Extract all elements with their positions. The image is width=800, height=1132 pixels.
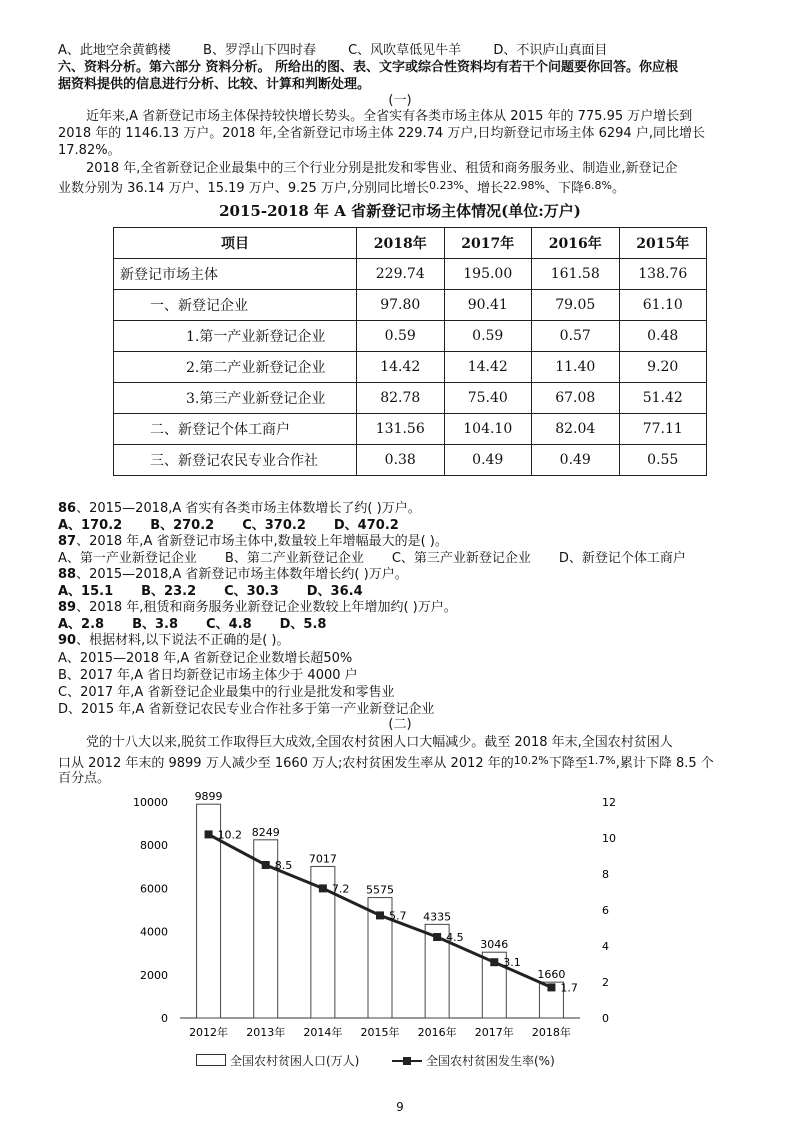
header-2018: 2018年 xyxy=(357,228,445,259)
row-label: 一、新登记企业 xyxy=(114,290,357,321)
rate-point xyxy=(433,933,441,941)
option: B、23.2 xyxy=(141,584,197,599)
x-tick-label: 2017年 xyxy=(474,1026,514,1039)
y-right-tick-label: 10 xyxy=(602,832,616,845)
row-label: 3.第三产业新登记企业 xyxy=(114,383,357,414)
question-90-option-a: A、2015—2018 年,A 省新登记企业数增长超50% xyxy=(58,651,353,666)
paragraph-1-line-1: 近年来,A 省新登记市场主体保持较快增长势头。全省实有各类市场主体从 2015 年的 775.95 万户增长到 xyxy=(86,109,693,124)
rate-data-label: 3.1 xyxy=(503,956,521,970)
pct-2012-rate: 10.2% xyxy=(513,754,549,767)
cell: 11.40 xyxy=(532,352,620,383)
table-row xyxy=(114,290,707,321)
rate-point xyxy=(205,830,213,838)
question-number: 86 xyxy=(58,501,77,516)
pct-wholesale: 0.23% xyxy=(429,179,464,192)
rate-point xyxy=(547,983,555,991)
option: A、第一产业新登记企业 xyxy=(58,551,197,566)
x-tick-label: 2015年 xyxy=(360,1026,400,1039)
header-2017: 2017年 xyxy=(444,228,532,259)
cell: 14.42 xyxy=(357,352,445,383)
paragraph-3-line-3: 百分点。 xyxy=(58,771,111,786)
section-heading-line-1: 六、资料分析。第六部分 资料分析。 所给出的图、表、文字或综合性资料均有若干个问题要你回答。你应根 xyxy=(58,60,679,75)
header-item: 项目 xyxy=(114,228,357,259)
cell: 138.76 xyxy=(619,259,707,290)
previous-question-options xyxy=(58,42,760,59)
bar-data-label: 1660 xyxy=(537,968,566,982)
question-90-option-d: D、2015 年,A 省新登记农民专业合作社多于第一产业新登记企业 xyxy=(58,702,435,717)
y-right-tick-label: 12 xyxy=(602,796,616,809)
bar-data-label: 8249 xyxy=(251,825,280,839)
poverty-chart xyxy=(110,790,650,1050)
x-tick-label: 2014年 xyxy=(303,1026,343,1039)
part-one-label: (一) xyxy=(388,93,412,108)
paragraph-2-line-1: 2018 年,全省新登记企业最集中的三个行业分别是批发和零售业、租赁和商务服务业、制造业,新登记企 xyxy=(86,161,678,176)
page-number: 9 xyxy=(396,1100,404,1114)
pct-2018-rate: 1.7% xyxy=(587,754,616,767)
option: C、4.8 xyxy=(206,617,252,632)
question-number: 89 xyxy=(58,600,77,615)
question-88 xyxy=(58,566,760,583)
y-left-tick-label: 4000 xyxy=(140,925,168,939)
y-left-tick-label: 6000 xyxy=(140,882,168,896)
paragraph-1-line-2: 2018 年的 1146.13 万户。2018 年,全省新登记市场主体 229.74 万户,日均新登记市场主体 6294 户,同比增长 xyxy=(58,126,705,141)
cell: 79.05 xyxy=(532,290,620,321)
rate-point xyxy=(262,861,270,869)
option: B、3.8 xyxy=(132,617,179,632)
rate-point xyxy=(490,958,498,966)
x-tick-label: 2013年 xyxy=(246,1026,286,1039)
cell: 9.20 xyxy=(619,352,707,383)
rate-point xyxy=(319,884,327,892)
option: D、36.4 xyxy=(306,584,363,599)
cell: 14.42 xyxy=(444,352,532,383)
option: D、5.8 xyxy=(279,617,327,632)
rate-data-label: 5.7 xyxy=(389,909,407,923)
option: D、新登记个体工商户 xyxy=(558,551,686,566)
pct-manufacturing: 6.8% xyxy=(583,179,612,192)
paragraph-2-text-c: 、下降 xyxy=(544,181,584,196)
rate-data-label: 1.7 xyxy=(560,981,578,995)
pct-leasing: 22.98% xyxy=(503,179,545,192)
paragraph-3-line-2 xyxy=(58,752,760,772)
table-title: 2015-2018 年 A 省新登记市场主体情况(单位:万户) xyxy=(219,202,581,220)
legend-line-swatch xyxy=(392,1060,422,1062)
bar-data-label: 9899 xyxy=(194,790,223,804)
rate-data-label: 4.5 xyxy=(446,931,464,944)
option: B、第二产业新登记企业 xyxy=(224,551,364,566)
row-label: 1.第一产业新登记企业 xyxy=(114,321,357,352)
rate-data-label: 7.2 xyxy=(331,882,350,896)
option: C、30.3 xyxy=(224,584,279,599)
cell: 0.48 xyxy=(619,321,707,352)
table-header-row xyxy=(114,228,707,259)
y-right-tick-label: 2 xyxy=(602,976,609,989)
cell: 0.57 xyxy=(532,321,620,352)
paragraph-3-text-b: 下降至 xyxy=(548,756,588,771)
paragraph-1-line-3: 17.82%。 xyxy=(58,143,121,158)
question-stem: 、根据材料,以下说法不正确的是( )。 xyxy=(76,633,290,648)
question-stem: 、2015—2018,A 省实有各类市场主体数增长了约( )万户。 xyxy=(76,501,421,516)
cell: 104.10 xyxy=(444,414,532,445)
rate-data-label: 10.2 xyxy=(217,828,243,842)
row-label: 三、新登记农民专业合作社 xyxy=(114,445,357,476)
option: A、15.1 xyxy=(58,584,114,599)
rate-data-label: 8.5 xyxy=(274,859,293,872)
legend-line xyxy=(392,1052,555,1069)
legend-line-label: 全国农村贫困发生率(%) xyxy=(426,1054,555,1068)
table-row xyxy=(114,383,707,414)
question-90-option-b: B、2017 年,A 省日均新登记市场主体少于 4000 户 xyxy=(58,668,358,683)
question-89 xyxy=(58,599,760,616)
cell: 75.40 xyxy=(444,383,532,414)
table-row xyxy=(114,259,707,290)
question-number: 90 xyxy=(58,633,77,648)
paragraph-2-line-2 xyxy=(58,177,760,197)
question-86 xyxy=(58,500,760,517)
y-right-tick-label: 4 xyxy=(602,940,609,953)
cell: 229.74 xyxy=(357,259,445,290)
cell: 82.04 xyxy=(532,414,620,445)
cell: 90.41 xyxy=(444,290,532,321)
option-a: A、此地空余黄鹤楼 xyxy=(58,43,171,58)
cell: 97.80 xyxy=(357,290,445,321)
question-87-options xyxy=(58,550,760,567)
cell: 131.56 xyxy=(357,414,445,445)
paragraph-3-line-1: 党的十八大以来,脱贫工作取得巨大成效,全国农村贫困人口大幅减少。截至 2018 年末,全国农村贫困人 xyxy=(86,735,673,750)
question-stem: 、2015—2018,A 省新登记市场主体数年增长约( )万户。 xyxy=(76,567,408,582)
y-left-tick-label: 0 xyxy=(161,1012,168,1025)
paragraph-2-text-b: 、增长 xyxy=(464,181,504,196)
cell: 0.55 xyxy=(619,445,707,476)
x-tick-label: 2016年 xyxy=(417,1026,457,1039)
header-2016: 2016年 xyxy=(532,228,620,259)
paragraph-2-text-a: 业数分别为 36.14 万户、15.19 万户、9.25 万户,分别同比增长 xyxy=(58,181,430,196)
cell: 82.78 xyxy=(357,383,445,414)
y-right-tick-label: 0 xyxy=(602,1012,609,1025)
y-left-tick-label: 2000 xyxy=(140,968,168,982)
option: A、170.2 xyxy=(58,518,123,533)
option: B、270.2 xyxy=(150,518,215,533)
bar-data-label: 7017 xyxy=(308,852,337,866)
cell: 0.59 xyxy=(444,321,532,352)
question-90 xyxy=(58,632,760,649)
table-row xyxy=(114,414,707,445)
option-b: B、罗浮山下四时春 xyxy=(203,43,316,58)
legend-bar-label: 全国农村贫困人口(万人) xyxy=(230,1054,360,1068)
rate-point xyxy=(376,911,384,919)
option-d: D、不识庐山真面目 xyxy=(493,43,608,58)
cell: 67.08 xyxy=(532,383,620,414)
y-right-tick-label: 6 xyxy=(602,904,609,917)
legend-bar-swatch xyxy=(196,1054,226,1066)
paragraph-2-text-d: 。 xyxy=(611,181,625,196)
cell: 0.59 xyxy=(357,321,445,352)
row-label: 2.第二产业新登记企业 xyxy=(114,352,357,383)
bar-data-label: 3046 xyxy=(480,938,509,952)
y-left-tick-label: 10000 xyxy=(133,796,168,809)
table-row xyxy=(114,445,707,476)
bar-data-label: 4335 xyxy=(423,910,452,924)
cell: 161.58 xyxy=(532,259,620,290)
question-89-options xyxy=(58,616,760,633)
question-stem: 、2018 年,A 省新登记市场主体中,数量较上年增幅最大的是( )。 xyxy=(76,534,448,549)
question-number: 88 xyxy=(58,567,77,582)
bar-data-label: 5575 xyxy=(366,883,394,897)
table-row xyxy=(114,321,707,352)
question-87 xyxy=(58,533,760,550)
section-heading-line-2: 据资料提供的信息进行分析、比较、计算和判断处理。 xyxy=(58,77,371,92)
cell: 51.42 xyxy=(619,383,707,414)
part-two-label: (二) xyxy=(388,717,412,732)
cell: 0.38 xyxy=(357,445,445,476)
x-tick-label: 2012年 xyxy=(189,1026,229,1039)
question-number: 87 xyxy=(58,534,77,549)
cell: 77.11 xyxy=(619,414,707,445)
row-label: 新登记市场主体 xyxy=(114,259,357,290)
paragraph-3-text-c: ,累计下降 8.5 个 xyxy=(615,756,714,771)
paragraph-3-text-a: 口从 2012 年末的 9899 万人减少至 1660 万人;农村贫困发生率从 2012 年的 xyxy=(58,756,514,771)
option: A、2.8 xyxy=(58,617,105,632)
x-tick-label: 2018年 xyxy=(531,1026,571,1039)
table-row xyxy=(114,352,707,383)
question-stem: 、2018 年,租赁和商务服务业新登记企业数较上年增加约( )万户。 xyxy=(76,600,457,615)
question-88-options xyxy=(58,583,760,600)
y-right-tick-label: 8 xyxy=(602,868,609,881)
header-2015: 2015年 xyxy=(619,228,707,259)
cell: 61.10 xyxy=(619,290,707,321)
market-entities-table xyxy=(113,227,707,476)
row-label: 二、新登记个体工商户 xyxy=(114,414,357,445)
y-left-tick-label: 8000 xyxy=(140,839,168,853)
question-90-option-c: C、2017 年,A 省新登记企业最集中的行业是批发和零售业 xyxy=(58,685,395,700)
cell: 0.49 xyxy=(444,445,532,476)
option-c: C、风吹草低见牛羊 xyxy=(348,43,462,58)
question-86-options xyxy=(58,517,760,534)
option: C、第三产业新登记企业 xyxy=(391,551,531,566)
cell: 0.49 xyxy=(532,445,620,476)
cell: 195.00 xyxy=(444,259,532,290)
option: D、470.2 xyxy=(333,518,399,533)
option: C、370.2 xyxy=(242,518,306,533)
legend-bar xyxy=(196,1052,359,1069)
